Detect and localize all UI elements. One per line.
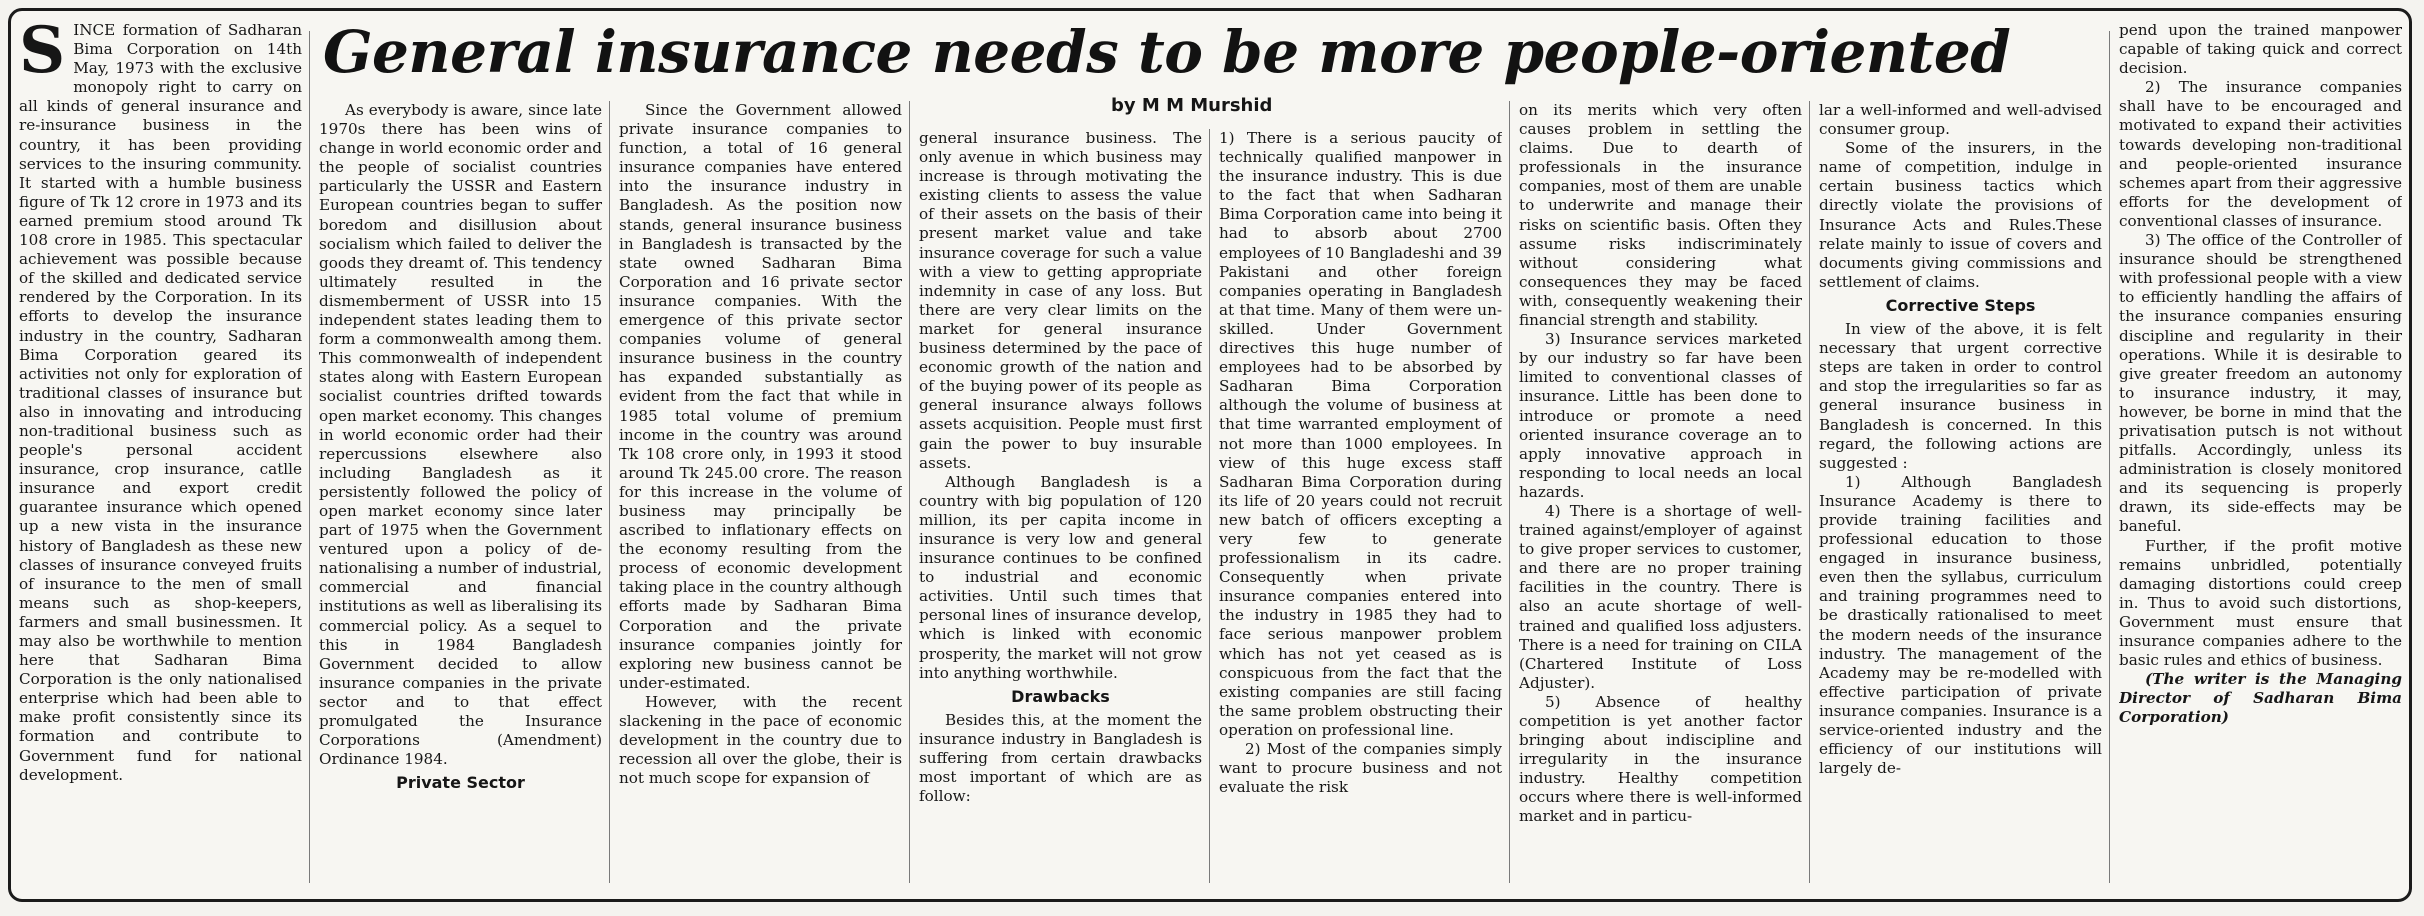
paragraph: 2) The insurance companies shall have to be encouraged and motivated to expand their activities towards developing non-traditional and people-oriented insurance schemes apart from their aggressive efforts for the development of conventional classes of insurance.	[2119, 78, 2402, 230]
paragraph: 1) There is a serious paucity of technically qualified manpower in the insurance industry. This is due to the fact that when Sadharan Bima Corporation came into being it had to absorb about 2700 employees of 10 Bangladeshi and 39 Pakistani and other foreign companies operating in Bangladesh at that time. Many of them were un-skilled. Under Government directives this huge number of employees had to be absorbed by Sadharan Bima Corporation although the volume of business at that time warranted employment of not more than 1000 employees. In view of this huge excess staff Sadharan Bima Corporation during its life of 20 years could not recruit new batch of officers excepting a very few to generate professionalism in its cadre. Consequently when private insurance companies entered into the industry in 1985 they had to face serious manpower problem which has not yet ceased as is conspicuous from the fact that the existing companies are still facing the same problem obstructing their operation on professional line.	[1219, 129, 1502, 739]
paragraph: 3) The office of the Controller of insurance should be strengthened with professional people with a view to efficiently handling the affairs of the insurance companies ensuring discipline and regularity in their operations. While it is desirable to give greater freedom an autonomy to insurance industry, it may, however, be borne in mind that the privatisation putsch is not without pitfalls. Accordingly, unless its administration is closely monitored and its sequencing is properly drawn, its side-effects may be baneful.	[2119, 231, 2402, 536]
paragraph: 1) Although Bangladesh Insurance Academy is there to provide training facilities and professional education to those engaged in insurance business, even then the syllabus, curriculum and training programmes need to be drastically rationalised to meet the modern needs of the insurance industry. The management of the Academy may be re-modelled with effective participation of private insurance companies. Insurance is a service-oriented industry and the efficiency of our institutions will largely de-	[1819, 472, 2102, 778]
paragraph: 5) Absence of healthy competition is yet another factor bringing about indiscipline and irregularity in the insurance industry. Healthy competition occurs where there is well-informed market and in particu-	[1519, 692, 1802, 826]
subhead-corrective-steps: Corrective Steps	[1885, 295, 2036, 315]
paragraph: Besides this, at the moment the insurance industry in Bangladesh is suffering from certain drawbacks most important of which are as follow:	[919, 710, 1202, 806]
paragraph: lar a well-informed and well-advised consumer group.	[1819, 101, 2102, 139]
paragraph: 2) Most of the companies simply want to procure business and not evaluate the risk	[1219, 740, 1502, 797]
column-divider	[609, 101, 610, 883]
paragraph: INCE formation of Sadharan Bima Corporation on 14th May, 1973 with the exclusive monopoly right to carry on all kinds of general insurance and re-insurance business in the country, it has been providing services to the insuring community. It started with a humble business figure of Tk 12 crore in 1973 and its earned premium stood around Tk 108 crore in 1985. This spectacular achievement was possible because of the skilled and dedicated service rendered by the Corporation. In its efforts to develop the insurance industry in the country, Sadharan Bima Corporation geared its activities not only for exploration of traditional classes of insurance but also in innovating and introducing non-traditional business such as people's personal accident insurance, crop insurance, catlle insurance and export credit guarantee insurance which opened up a new vista in the insurance history of Bangladesh as these new classes of insurance conveyed fruits of insurance to the men of small means such as shop-keepers, farmers and small businessmen. It may also be worthwhile to mention here that Sadharan Bima Corporation is the only nationalised enterprise which had been able to make profit consistently since its formation and contribute to Government fund for national development.	[19, 21, 302, 784]
paragraph: Further, if the profit motive remains unbridled, potentially damaging distortions could creep in. Thus to avoid such distortions, Government must ensure that insurance companies adhere to the basic rules and ethics of business.	[2119, 536, 2402, 670]
column-divider	[2109, 31, 2110, 883]
author-credit: (The writer is the Managing Director of Sadharan Bima Corporation)	[2119, 670, 2402, 727]
drop-cap: S	[19, 21, 66, 88]
subhead-drawbacks: Drawbacks	[1011, 686, 1110, 706]
subhead-private-sector: Private Sector	[396, 773, 525, 793]
paragraph: pend upon the trained manpower capable of taking quick and correct decision.	[2119, 21, 2402, 78]
paragraph: Since the Government allowed private insurance companies to function, a total of 16 general insurance companies have entered into the insurance industry in Bangladesh. As the position now stands, general insurance business in Bangladesh is transacted by the state owned Sadharan Bima Corporation and 16 private sector insurance companies. With the emergence of this private sector companies volume of general insurance business in the country has expanded substantially as evident from the fact that while in 1985 total volume of premium income in the country was around Tk 108 crore only, in 1993 it stood around Tk 245.00 crore. The reason for this increase in the volume of business may principally be ascribed to inflationary effects on the economy resulting from the process of economic development taking place in the country although efforts made by Sadharan Bima Corporation and the private insurance companies jointly for exploring new business cannot be under-estimated.	[619, 101, 902, 692]
newspaper-clipping	[8, 8, 2412, 902]
column-1	[19, 21, 302, 887]
column-divider	[1809, 101, 1810, 883]
paragraph: 3) Insurance services marketed by our industry so far have been limited to conventional classes of insurance. Little has been done to introduce or promote a need oriented insurance coverage an to apply innovative approach in responding to local needs an local hazards.	[1519, 330, 1802, 501]
column-divider	[909, 101, 910, 883]
paragraph: Although Bangladesh is a country with big population of 120 million, its per capita income in insurance is very low and general insurance continues to be confined to industrial and economic activities. Until such times that personal lines of insurance develop, which is linked with economic prosperity, the market will not grow into anything worthwhile.	[919, 472, 1202, 682]
column-8	[2119, 21, 2402, 887]
column-3	[619, 101, 902, 887]
column-divider	[1509, 101, 1510, 883]
paragraph: general insurance business. The only avenue in which business may increase is through motivating the existing clients to assess the value of their assets on the basis of their present market value and take insurance coverage for such a value with a view to getting appropriate indemnity in case of any loss. But there are very clear limits on the market for general insurance business determined by the pace of economic growth of the nation and of the buying power of its people as general insurance always follows assets acquisition. People must first gain the power to buy insurable assets.	[919, 129, 1202, 472]
paragraph: As everybody is aware, since late 1970s there has been wins of change in world economic order and the people of socialist countries particularly the USSR and Eastern European countries began to suffer boredom and disillusion about socialism which failed to deliver the goods they dreamt of. This tendency ultimately resulted in the dismemberment of USSR into 15 independent states leading them to form a commonwealth among them. This commonwealth of independent states along with Eastern European socialist countries drifted towards open market economy. This changes in world economic order had their repercussions elsewhere also including Bangladesh as it persistently followed the policy of open market economy since later part of 1975 when the Government ventured upon a policy of de-nationalising a number of industrial, commercial and financial institutions as well as liberalising its commercial policy. As a sequel to this in 1984 Bangladesh Government decided to allow insurance companies in the private sector and to that effect promulgated the Insurance Corporations (Amendment) Ordinance 1984.	[319, 101, 602, 769]
column-4	[919, 129, 1202, 887]
paragraph: 4) There is a shortage of well-trained against/employer of against to give proper services to customer, and there are no proper training facilities in the country. There is also an acute shortage of well-trained and qualified loss adjusters. There is a need for training on CILA (Chartered Institute of Loss Adjuster).	[1519, 501, 1802, 692]
paragraph: However, with the recent slackening in the pace of economic development in the country due to recession all over the globe, their is not much scope for expansion of	[619, 692, 902, 788]
headline: General insurance needs to be more people-oriented	[323, 18, 2011, 86]
paragraph: In view of the above, it is felt necessary that urgent corrective steps are taken in order to control and stop the irregularities so far as general insurance business in Bangladesh is concerned. In this regard, the following actions are suggested :	[1819, 320, 2102, 472]
column-5	[1219, 129, 1502, 887]
column-divider	[1209, 129, 1210, 883]
column-6	[1519, 101, 1802, 887]
column-2	[319, 101, 602, 887]
column-divider	[309, 31, 310, 883]
paragraph: on its merits which very often causes problem in settling the claims. Due to dearth of professionals in the insurance companies, most of them are unable to underwrite and manage their risks on scientific basis. Often they assume risks indiscriminately without considering what consequences they may be faced with, consequently weakening their financial strength and stability.	[1519, 101, 1802, 330]
byline: by M M Murshid	[1111, 95, 1273, 116]
paragraph: Some of the insurers, in the name of competition, indulge in certain business tactics which directly violate the provisions of Insurance Acts and Rules.These relate mainly to issue of covers and documents giving commissions and settlement of claims.	[1819, 139, 2102, 291]
column-7	[1819, 101, 2102, 887]
